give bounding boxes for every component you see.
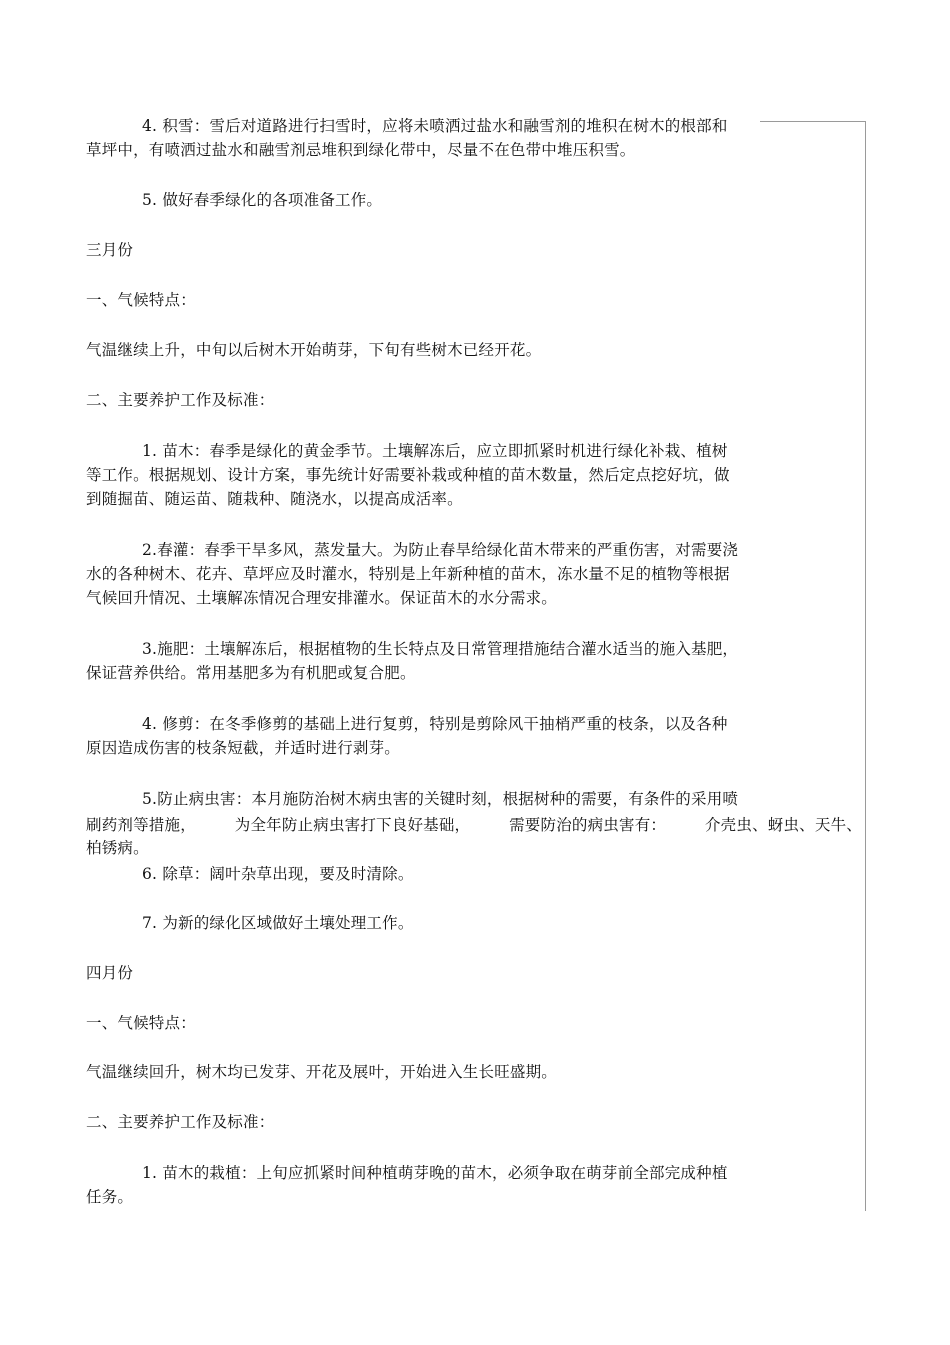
section-heading: 三月份: [86, 241, 134, 259]
paragraph-line: 5.防止病虫害：本月施防治树木病虫害的关键时刻，根据树种的需要，有条件的采用喷: [142, 790, 739, 808]
line-segment: 介壳虫、蚜虫、天牛、: [704, 816, 862, 834]
paragraph-line: 到随掘苗、随运苗、随栽种、随浇水，以提高成活率。: [86, 490, 463, 508]
paragraph-line: 1. 苗木：春季是绿化的黄金季节。土壤解冻后，应立即抓紧时机进行绿化补栽、植树: [142, 442, 728, 460]
paragraph-line: 保证营养供给。常用基肥多为有机肥或复合肥。: [86, 664, 416, 682]
paragraph-line: 原因造成伤害的枝条短截，并适时进行剥芽。: [86, 739, 401, 757]
line-segment: 刷药剂等措施，: [86, 816, 196, 834]
subsection-heading: 一、气候特点：: [86, 1014, 196, 1032]
paragraph-line: 3.施肥：土壤解冻后，根据植物的生长特点及日常管理措施结合灌水适当的施入基肥，: [142, 640, 739, 658]
paragraph-line: 气候回升情况、土壤解冻情况合理安排灌水。保证苗木的水分需求。: [86, 589, 558, 607]
paragraph-line: 5. 做好春季绿化的各项准备工作。: [142, 191, 383, 209]
page-frame-right-border: [865, 121, 866, 1211]
line-segment: 为全年防止病虫害打下良好基础，: [234, 816, 471, 834]
paragraph-line: 任务。: [86, 1188, 134, 1206]
paragraph-line: 等工作。根据规划、设计方案，事先统计好需要补栽或种植的苗木数量，然后定点挖好坑，做: [86, 466, 730, 484]
paragraph-line: 4. 修剪：在冬季修剪的基础上进行复剪，特别是剪除风干抽梢严重的枝条，以及各种: [142, 715, 728, 733]
paragraph-line: 4. 积雪：雪后对道路进行扫雪时，应将未喷洒过盐水和融雪剂的堆积在树木的根部和: [142, 117, 728, 135]
subsection-heading: 二、主要养护工作及标准：: [86, 1113, 275, 1131]
subsection-heading: 一、气候特点：: [86, 291, 196, 309]
paragraph-line: 水的各种树木、花卉、草坪应及时灌水，特别是上年新种植的苗木，冻水量不足的植物等根据: [86, 565, 730, 583]
paragraph-line-justified: [86, 814, 862, 836]
paragraph-line: 气温继续回升，树木均已发芽、开花及展叶，开始进入生长旺盛期。: [86, 1063, 558, 1081]
paragraph-line: 1. 苗木的栽植：上旬应抓紧时间种植萌芽晚的苗木，必须争取在萌芽前全部完成种植: [142, 1164, 728, 1182]
paragraph-line: 柏锈病。: [86, 839, 149, 857]
paragraph-line: 2.春灌：春季干旱多风，蒸发量大。为防止春旱给绿化苗木带来的严重伤害，对需要浇: [142, 541, 739, 559]
paragraph-line: 草坪中，有喷洒过盐水和融雪剂忌堆积到绿化带中，尽量不在色带中堆压积雪。: [86, 141, 636, 159]
subsection-heading: 二、主要养护工作及标准：: [86, 391, 275, 409]
line-segment: 需要防治的病虫害有：: [509, 816, 667, 834]
section-heading: 四月份: [86, 964, 134, 982]
paragraph-line: 气温继续上升，中旬以后树木开始萌芽，下旬有些树木已经开花。: [86, 341, 542, 359]
page-frame-top-border: [760, 121, 866, 122]
paragraph-line: 6. 除草：阔叶杂草出现，要及时清除。: [142, 865, 414, 883]
paragraph-line: 7. 为新的绿化区域做好土壤处理工作。: [142, 914, 414, 932]
